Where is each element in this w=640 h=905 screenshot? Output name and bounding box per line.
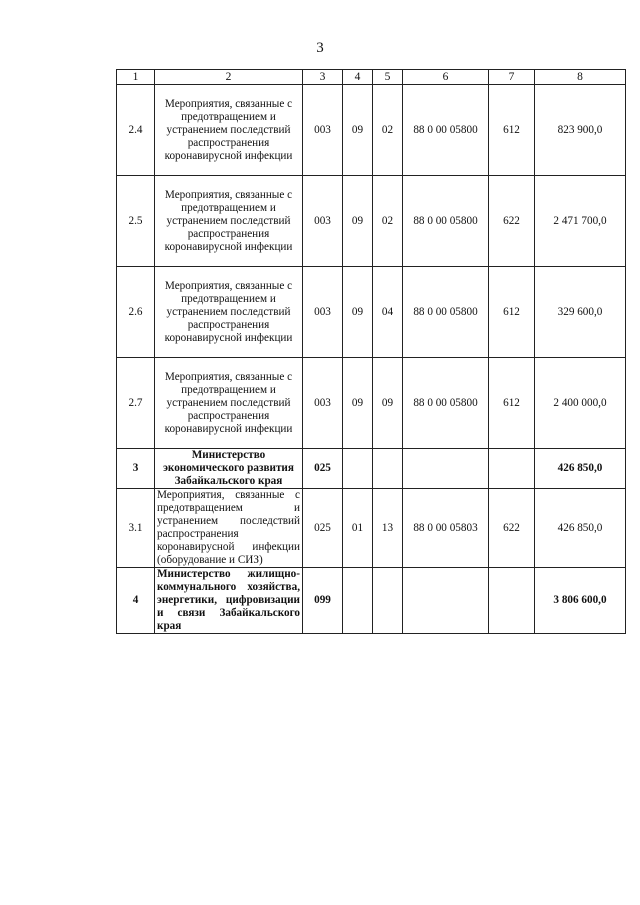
row-number: 4 xyxy=(117,568,155,634)
row-description: Мероприятия, связанные с предотвращением и устранением последствий распространения коронавирусной инфекции (оборудование и СИЗ) xyxy=(155,489,303,568)
cell-code-7: 612 xyxy=(489,85,535,176)
cell-code-6: 88 0 00 05800 xyxy=(403,358,489,449)
cell-code-4: 09 xyxy=(343,267,373,358)
cell-amount: 823 900,0 xyxy=(535,85,626,176)
cell-code-6: 88 0 00 05803 xyxy=(403,489,489,568)
row-description: Министерство экономического развития Забайкальского края xyxy=(155,449,303,489)
cell-code-7: 622 xyxy=(489,176,535,267)
column-header: 2 xyxy=(155,70,303,85)
table-row xyxy=(117,358,626,449)
cell-amount: 426 850,0 xyxy=(535,489,626,568)
row-description: Мероприятия, связанные с предотвращением и устранением последствий распространения коронавирусной инфекции xyxy=(155,176,303,267)
cell-code-4 xyxy=(343,449,373,489)
cell-code-7: 612 xyxy=(489,358,535,449)
cell-code-3: 003 xyxy=(303,85,343,176)
cell-code-6 xyxy=(403,449,489,489)
cell-code-4: 01 xyxy=(343,489,373,568)
row-number: 2.7 xyxy=(117,358,155,449)
cell-code-7 xyxy=(489,568,535,634)
table-row xyxy=(117,267,626,358)
table-row xyxy=(117,85,626,176)
row-description: Мероприятия, связанные с предотвращением и устранением последствий распространения коронавирусной инфекции xyxy=(155,267,303,358)
column-header: 4 xyxy=(343,70,373,85)
cell-code-6: 88 0 00 05800 xyxy=(403,267,489,358)
column-header: 8 xyxy=(535,70,626,85)
cell-code-7 xyxy=(489,449,535,489)
cell-code-3: 025 xyxy=(303,489,343,568)
table-header-row xyxy=(117,70,626,85)
cell-code-5: 04 xyxy=(373,267,403,358)
cell-code-3: 099 xyxy=(303,568,343,634)
row-number: 2.5 xyxy=(117,176,155,267)
cell-code-4: 09 xyxy=(343,358,373,449)
cell-code-6 xyxy=(403,568,489,634)
cell-code-6: 88 0 00 05800 xyxy=(403,176,489,267)
cell-amount: 2 400 000,0 xyxy=(535,358,626,449)
cell-code-6: 88 0 00 05800 xyxy=(403,85,489,176)
cell-code-4 xyxy=(343,568,373,634)
row-number: 2.4 xyxy=(117,85,155,176)
cell-amount: 3 806 600,0 xyxy=(535,568,626,634)
cell-code-7: 612 xyxy=(489,267,535,358)
cell-code-3: 003 xyxy=(303,176,343,267)
cell-code-5 xyxy=(373,449,403,489)
cell-code-3: 025 xyxy=(303,449,343,489)
table-row xyxy=(117,176,626,267)
cell-code-7: 622 xyxy=(489,489,535,568)
table-row-section xyxy=(117,449,626,489)
row-description: Мероприятия, связанные с предотвращением и устранением последствий распространения коронавирусной инфекции xyxy=(155,85,303,176)
cell-amount: 329 600,0 xyxy=(535,267,626,358)
budget-allocation-table xyxy=(116,69,626,634)
column-header: 5 xyxy=(373,70,403,85)
cell-code-5: 02 xyxy=(373,176,403,267)
row-number: 2.6 xyxy=(117,267,155,358)
page-number: 3 xyxy=(316,40,324,56)
cell-code-3: 003 xyxy=(303,267,343,358)
table-row xyxy=(117,489,626,568)
row-description: Мероприятия, связанные с предотвращением и устранением последствий распространения коронавирусной инфекции xyxy=(155,358,303,449)
cell-code-4: 09 xyxy=(343,176,373,267)
cell-code-5 xyxy=(373,568,403,634)
column-header: 1 xyxy=(117,70,155,85)
cell-code-5: 02 xyxy=(373,85,403,176)
cell-amount: 2 471 700,0 xyxy=(535,176,626,267)
row-number: 3.1 xyxy=(117,489,155,568)
column-header: 6 xyxy=(403,70,489,85)
row-number: 3 xyxy=(117,449,155,489)
cell-amount: 426 850,0 xyxy=(535,449,626,489)
column-header: 3 xyxy=(303,70,343,85)
column-header: 7 xyxy=(489,70,535,85)
cell-code-5: 09 xyxy=(373,358,403,449)
cell-code-4: 09 xyxy=(343,85,373,176)
table-row-section xyxy=(117,568,626,634)
cell-code-3: 003 xyxy=(303,358,343,449)
cell-code-5: 13 xyxy=(373,489,403,568)
row-description: Министерство жилищно-коммунального хозяйства, энергетики, цифровизации и связи Забайкальского края xyxy=(155,568,303,634)
